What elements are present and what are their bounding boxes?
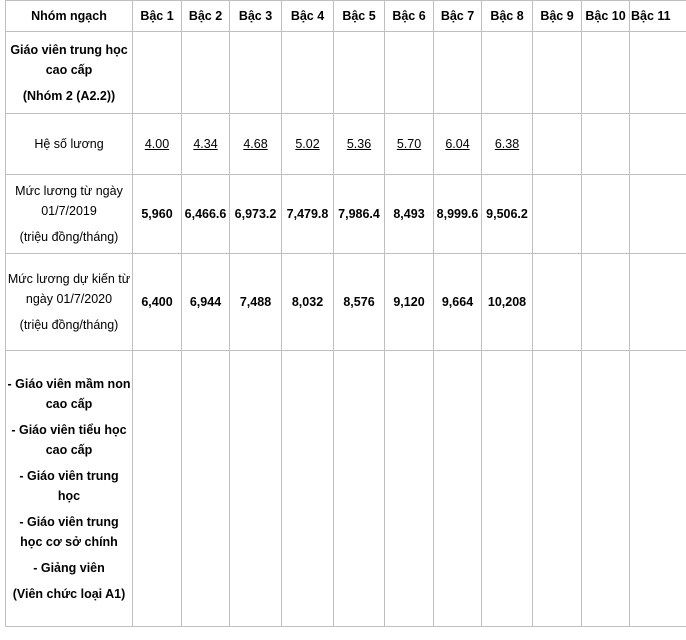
header-bac-1: Bậc 1 (133, 1, 182, 32)
luong-2019-bac-7: 8,999.6 (434, 175, 482, 254)
header-bac-6: Bậc 6 (385, 1, 434, 32)
he-so-bac-8: 6.38 (482, 114, 533, 175)
luong-2019-bac-4: 7,479.8 (282, 175, 334, 254)
empty-cell (182, 351, 230, 627)
empty-cell (482, 351, 533, 627)
group-a1-item: - Giảng viên (33, 560, 105, 575)
luong-2020-bac-6: 9,120 (385, 254, 434, 351)
empty-cell (282, 32, 334, 114)
he-so-bac-7: 6.04 (434, 114, 482, 175)
group-a1-category: (Viên chức loại A1) (12, 586, 126, 601)
empty-cell (533, 254, 582, 351)
luong-2020-label-cell (6, 254, 133, 351)
header-row (6, 1, 686, 32)
luong-2019-bac-8: 9,506.2 (482, 175, 533, 254)
empty-cell (630, 254, 686, 351)
group-a1-item: - Giáo viên trung học cơ sở chính (19, 514, 119, 549)
luong-2019-bac-2: 6,466.6 (182, 175, 230, 254)
header-bac-10: Bậc 10 (582, 1, 630, 32)
luong-2020-bac-8: 10,208 (482, 254, 533, 351)
luong-2019-bac-6: 8,493 (385, 175, 434, 254)
luong-2019-bac-1: 5,960 (133, 175, 182, 254)
empty-cell (582, 254, 630, 351)
empty-cell (282, 351, 334, 627)
empty-cell (334, 32, 385, 114)
empty-cell (133, 32, 182, 114)
luong-2019-bac-3: 6,973.2 (230, 175, 282, 254)
header-bac-7: Bậc 7 (434, 1, 482, 32)
empty-cell (533, 32, 582, 114)
luong-2019-label: Mức lương từ ngày 01/7/2019 (15, 184, 123, 218)
header-bac-8: Bậc 8 (482, 1, 533, 32)
table-row (6, 175, 686, 254)
empty-cell (230, 351, 282, 627)
header-bac-2: Bậc 2 (182, 1, 230, 32)
group-a1-item: - Giáo viên trung học (19, 468, 119, 503)
empty-cell (630, 114, 686, 175)
empty-cell (133, 351, 182, 627)
he-so-bac-5: 5.36 (334, 114, 385, 175)
header-bac-5: Bậc 5 (334, 1, 385, 32)
luong-2020-bac-2: 6,944 (182, 254, 230, 351)
luong-2019-unit: (triệu đồng/tháng) (19, 230, 119, 244)
header-bac-3: Bậc 3 (230, 1, 282, 32)
luong-2020-bac-5: 8,576 (334, 254, 385, 351)
empty-cell (182, 32, 230, 114)
table-row (6, 114, 686, 175)
header-bac-11: Bậc 11 (630, 1, 686, 32)
group-a1-cell (6, 351, 133, 627)
empty-cell (230, 32, 282, 114)
he-so-bac-6: 5.70 (385, 114, 434, 175)
empty-cell (630, 351, 686, 627)
empty-cell (533, 351, 582, 627)
empty-cell (582, 114, 630, 175)
empty-cell (482, 32, 533, 114)
empty-cell (533, 114, 582, 175)
he-so-bac-1: 4.00 (133, 114, 182, 175)
he-so-bac-2: 4.34 (182, 114, 230, 175)
table-row (6, 351, 686, 627)
empty-cell (334, 351, 385, 627)
group-a1-item: - Giáo viên tiểu học cao cấp (11, 422, 127, 457)
empty-cell (582, 175, 630, 254)
header-bac-9: Bậc 9 (533, 1, 582, 32)
group-a1-item: - Giáo viên mầm non cao cấp (7, 376, 131, 411)
he-so-bac-4: 5.02 (282, 114, 334, 175)
luong-2020-bac-1: 6,400 (133, 254, 182, 351)
group-a22-code: (Nhóm 2 (A2.2)) (22, 88, 116, 103)
empty-cell (385, 351, 434, 627)
luong-2020-label: Mức lương dự kiến từ ngày 01/7/2020 (7, 272, 131, 306)
empty-cell (630, 32, 686, 114)
empty-cell (533, 175, 582, 254)
table-row (6, 254, 686, 351)
group-a22-title: Giáo viên trung học cao cấp (10, 42, 128, 77)
header-bac-4: Bậc 4 (282, 1, 334, 32)
luong-2019-label-cell (6, 175, 133, 254)
he-so-label: Hệ số lương (6, 114, 133, 175)
empty-cell (385, 32, 434, 114)
empty-cell (434, 32, 482, 114)
empty-cell (630, 175, 686, 254)
empty-cell (582, 351, 630, 627)
luong-2020-bac-7: 9,664 (434, 254, 482, 351)
salary-table (5, 0, 686, 627)
group-a22-cell (6, 32, 133, 114)
empty-cell (582, 32, 630, 114)
luong-2020-bac-3: 7,488 (230, 254, 282, 351)
he-so-bac-3: 4.68 (230, 114, 282, 175)
empty-cell (434, 351, 482, 627)
luong-2019-bac-5: 7,986.4 (334, 175, 385, 254)
table-row (6, 32, 686, 114)
luong-2020-bac-4: 8,032 (282, 254, 334, 351)
luong-2020-unit: (triệu đồng/tháng) (19, 318, 119, 332)
header-nhom-ngach: Nhóm ngạch (6, 1, 133, 32)
